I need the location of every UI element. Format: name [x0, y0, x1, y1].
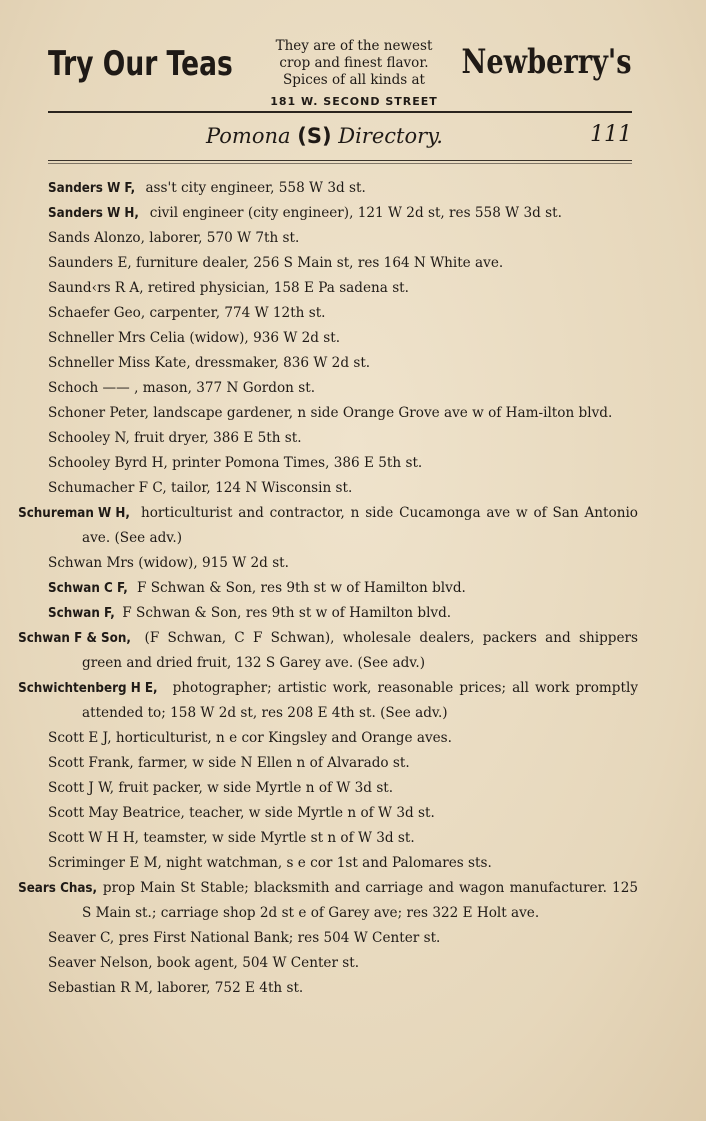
- directory-entry: [48, 326, 638, 351]
- directory-entry: [48, 776, 638, 801]
- entry-details: carpenter, 774 W 12th st.: [145, 305, 326, 321]
- directory-entry: [48, 401, 638, 426]
- header-rule: [48, 111, 632, 113]
- entry-name: Schwichtenberg H E,: [18, 680, 158, 696]
- entry-name: Sanders W F,: [48, 180, 136, 196]
- directory-entry: [48, 576, 638, 601]
- entry-details: mason, 377 N Gordon st.: [138, 380, 316, 396]
- entry-name: Scott W H H,: [48, 830, 140, 846]
- page-number: 111: [590, 122, 632, 147]
- entry-details: laborer, 570 W 7th st.: [144, 230, 300, 246]
- entry-details: (F Schwan, C F Schwan), wholesale dealers, packers and shippers green and dried fruit, 132 S Garey ave. (See adv.): [82, 630, 638, 671]
- entry-details: civil engineer (city engineer), 121 W 2d st, res 558 W 3d st.: [145, 205, 562, 221]
- directory-entry: [48, 801, 638, 826]
- entry-details: farmer, w side N Ellen n of Alvarado st.: [133, 755, 410, 771]
- entry-name: Sebastian R M,: [48, 980, 153, 996]
- ad-slogan: Try Our Teas: [48, 44, 233, 84]
- ad-line: Spices of all kinds at: [283, 72, 425, 88]
- title-directory: Directory.: [338, 124, 443, 148]
- title-city: Pomona: [206, 124, 291, 148]
- directory-entry: [48, 826, 638, 851]
- directory-entry: [48, 476, 638, 501]
- entry-details: horticulturist, n e cor Kingsley and Orange aves.: [111, 730, 452, 746]
- directory-entry: [18, 626, 638, 676]
- entry-details: ass't city engineer, 558 W 3d st.: [141, 180, 366, 196]
- entry-details: tailor, 124 N Wisconsin st.: [166, 480, 353, 496]
- directory-entry: [48, 851, 638, 876]
- directory-entry: [48, 726, 638, 751]
- entry-name: Seaver Nelson,: [48, 955, 153, 971]
- directory-entry: [48, 176, 638, 201]
- running-head: [48, 120, 632, 154]
- entry-name: Schooley N,: [48, 430, 130, 446]
- directory-entry: [48, 926, 638, 951]
- directory-entry: [18, 876, 638, 926]
- entry-details: teacher, w side Myrtle n of W 3d st.: [184, 805, 435, 821]
- entry-details: book agent, 504 W Center st.: [152, 955, 360, 971]
- entry-name: Schneller Miss Kate,: [48, 355, 191, 371]
- ad-description: [254, 38, 454, 89]
- ad-line: They are of the newest: [275, 38, 433, 54]
- directory-entry: [48, 301, 638, 326]
- entry-details: pres First National Bank; res 504 W Center st.: [114, 930, 441, 946]
- directory-entry: [48, 751, 638, 776]
- directory-entry: [48, 201, 638, 226]
- entry-name: Scott J W,: [48, 780, 115, 796]
- entry-details: dressmaker, 836 W 2d st.: [190, 355, 371, 371]
- entry-name: Schooley Byrd H,: [48, 455, 168, 471]
- entry-name: Schwan F & Son,: [18, 630, 131, 646]
- entry-name: Scott May Beatrice,: [48, 805, 185, 821]
- directory-entry: [48, 551, 638, 576]
- directory-entry: [48, 226, 638, 251]
- entry-name: Schwan C F,: [48, 580, 128, 596]
- directory-entry: [48, 976, 638, 1001]
- header-advertisement: [48, 38, 632, 112]
- directory-entry: [48, 251, 638, 276]
- entry-details: landscape gardener, n side Orange Grove ave w of Ham-ilton blvd.: [148, 405, 613, 421]
- directory-entry: [48, 376, 638, 401]
- page-title: [206, 124, 443, 148]
- directory-entry: [18, 676, 638, 726]
- entry-name: Saunders E,: [48, 255, 132, 271]
- entry-name: Schureman W H,: [18, 505, 130, 521]
- entry-details: F Schwan & Son, res 9th st w of Hamilton blvd.: [117, 605, 452, 621]
- entry-details: prop Main St Stable; blacksmith and carriage and wagon manufacturer. 125 S Main st.; carriage shop 2d st e of Garey ave; res 322 E Holt ave.: [82, 880, 638, 921]
- directory-entry: [48, 426, 638, 451]
- entry-details: (widow), 936 W 2d st.: [185, 330, 341, 346]
- entry-name: Schwan Mrs: [48, 555, 134, 571]
- entry-details: teamster, w side Myrtle st n of W 3d st.: [139, 830, 415, 846]
- entry-details: fruit packer, w side Myrtle n of W 3d st.: [114, 780, 394, 796]
- entry-details: furniture dealer, 256 S Main st, res 164 N White ave.: [131, 255, 504, 271]
- directory-entry: [48, 451, 638, 476]
- directory-entry: [48, 601, 638, 626]
- entry-name: Scott Frank,: [48, 755, 134, 771]
- ad-brand: Newberry's: [461, 42, 632, 82]
- entry-details: fruit dryer, 386 E 5th st.: [129, 430, 302, 446]
- entry-details: F Schwan & Son, res 9th st w of Hamilton blvd.: [132, 580, 466, 596]
- ad-line: crop and finest flavor.: [279, 55, 429, 71]
- entry-name: Schumacher F C,: [48, 480, 167, 496]
- entry-details: (widow), 915 W 2d st.: [133, 555, 289, 571]
- directory-entry: [48, 276, 638, 301]
- entry-name: Sands Alonzo,: [48, 230, 145, 246]
- entry-name: Scriminger E M,: [48, 855, 162, 871]
- entry-name: Schneller Mrs Celia: [48, 330, 185, 346]
- entry-name: Seaver C,: [48, 930, 115, 946]
- entry-name: Schoch —— ,: [48, 380, 139, 396]
- entry-name: Saund‹rs R A,: [48, 280, 144, 296]
- title-letter: (S): [297, 124, 332, 148]
- directory-entry: [48, 951, 638, 976]
- directory-entry: [48, 351, 638, 376]
- entry-name: Sears Chas,: [18, 880, 98, 896]
- directory-entries: [18, 176, 638, 1001]
- entry-name: Schoner Peter,: [48, 405, 149, 421]
- entry-name: Scott E J,: [48, 730, 112, 746]
- entry-details: retired physician, 158 E Pa sadena st.: [143, 280, 409, 296]
- entry-details: laborer, 752 E 4th st.: [152, 980, 304, 996]
- entry-details: night watchman, s e cor 1st and Palomares sts.: [161, 855, 492, 871]
- ad-address: 181 W. SECOND STREET: [270, 95, 438, 108]
- divider-rule: [48, 160, 632, 161]
- entry-details: photographer; artistic work, reasonable prices; all work promptly attended to; 158 W 2d st, res 208 E 4th st. (See adv.): [82, 680, 638, 721]
- entry-name: Schaefer Geo,: [48, 305, 146, 321]
- entry-name: Sanders W H,: [48, 205, 139, 221]
- divider-rule: [48, 163, 632, 164]
- entry-details: printer Pomona Times, 386 E 5th st.: [167, 455, 423, 471]
- directory-entry: [18, 501, 638, 551]
- entry-details: horticulturist and contractor, n side Cucamonga ave w of San Antonio ave. (See adv.): [82, 505, 638, 546]
- entry-name: Schwan F,: [48, 605, 115, 621]
